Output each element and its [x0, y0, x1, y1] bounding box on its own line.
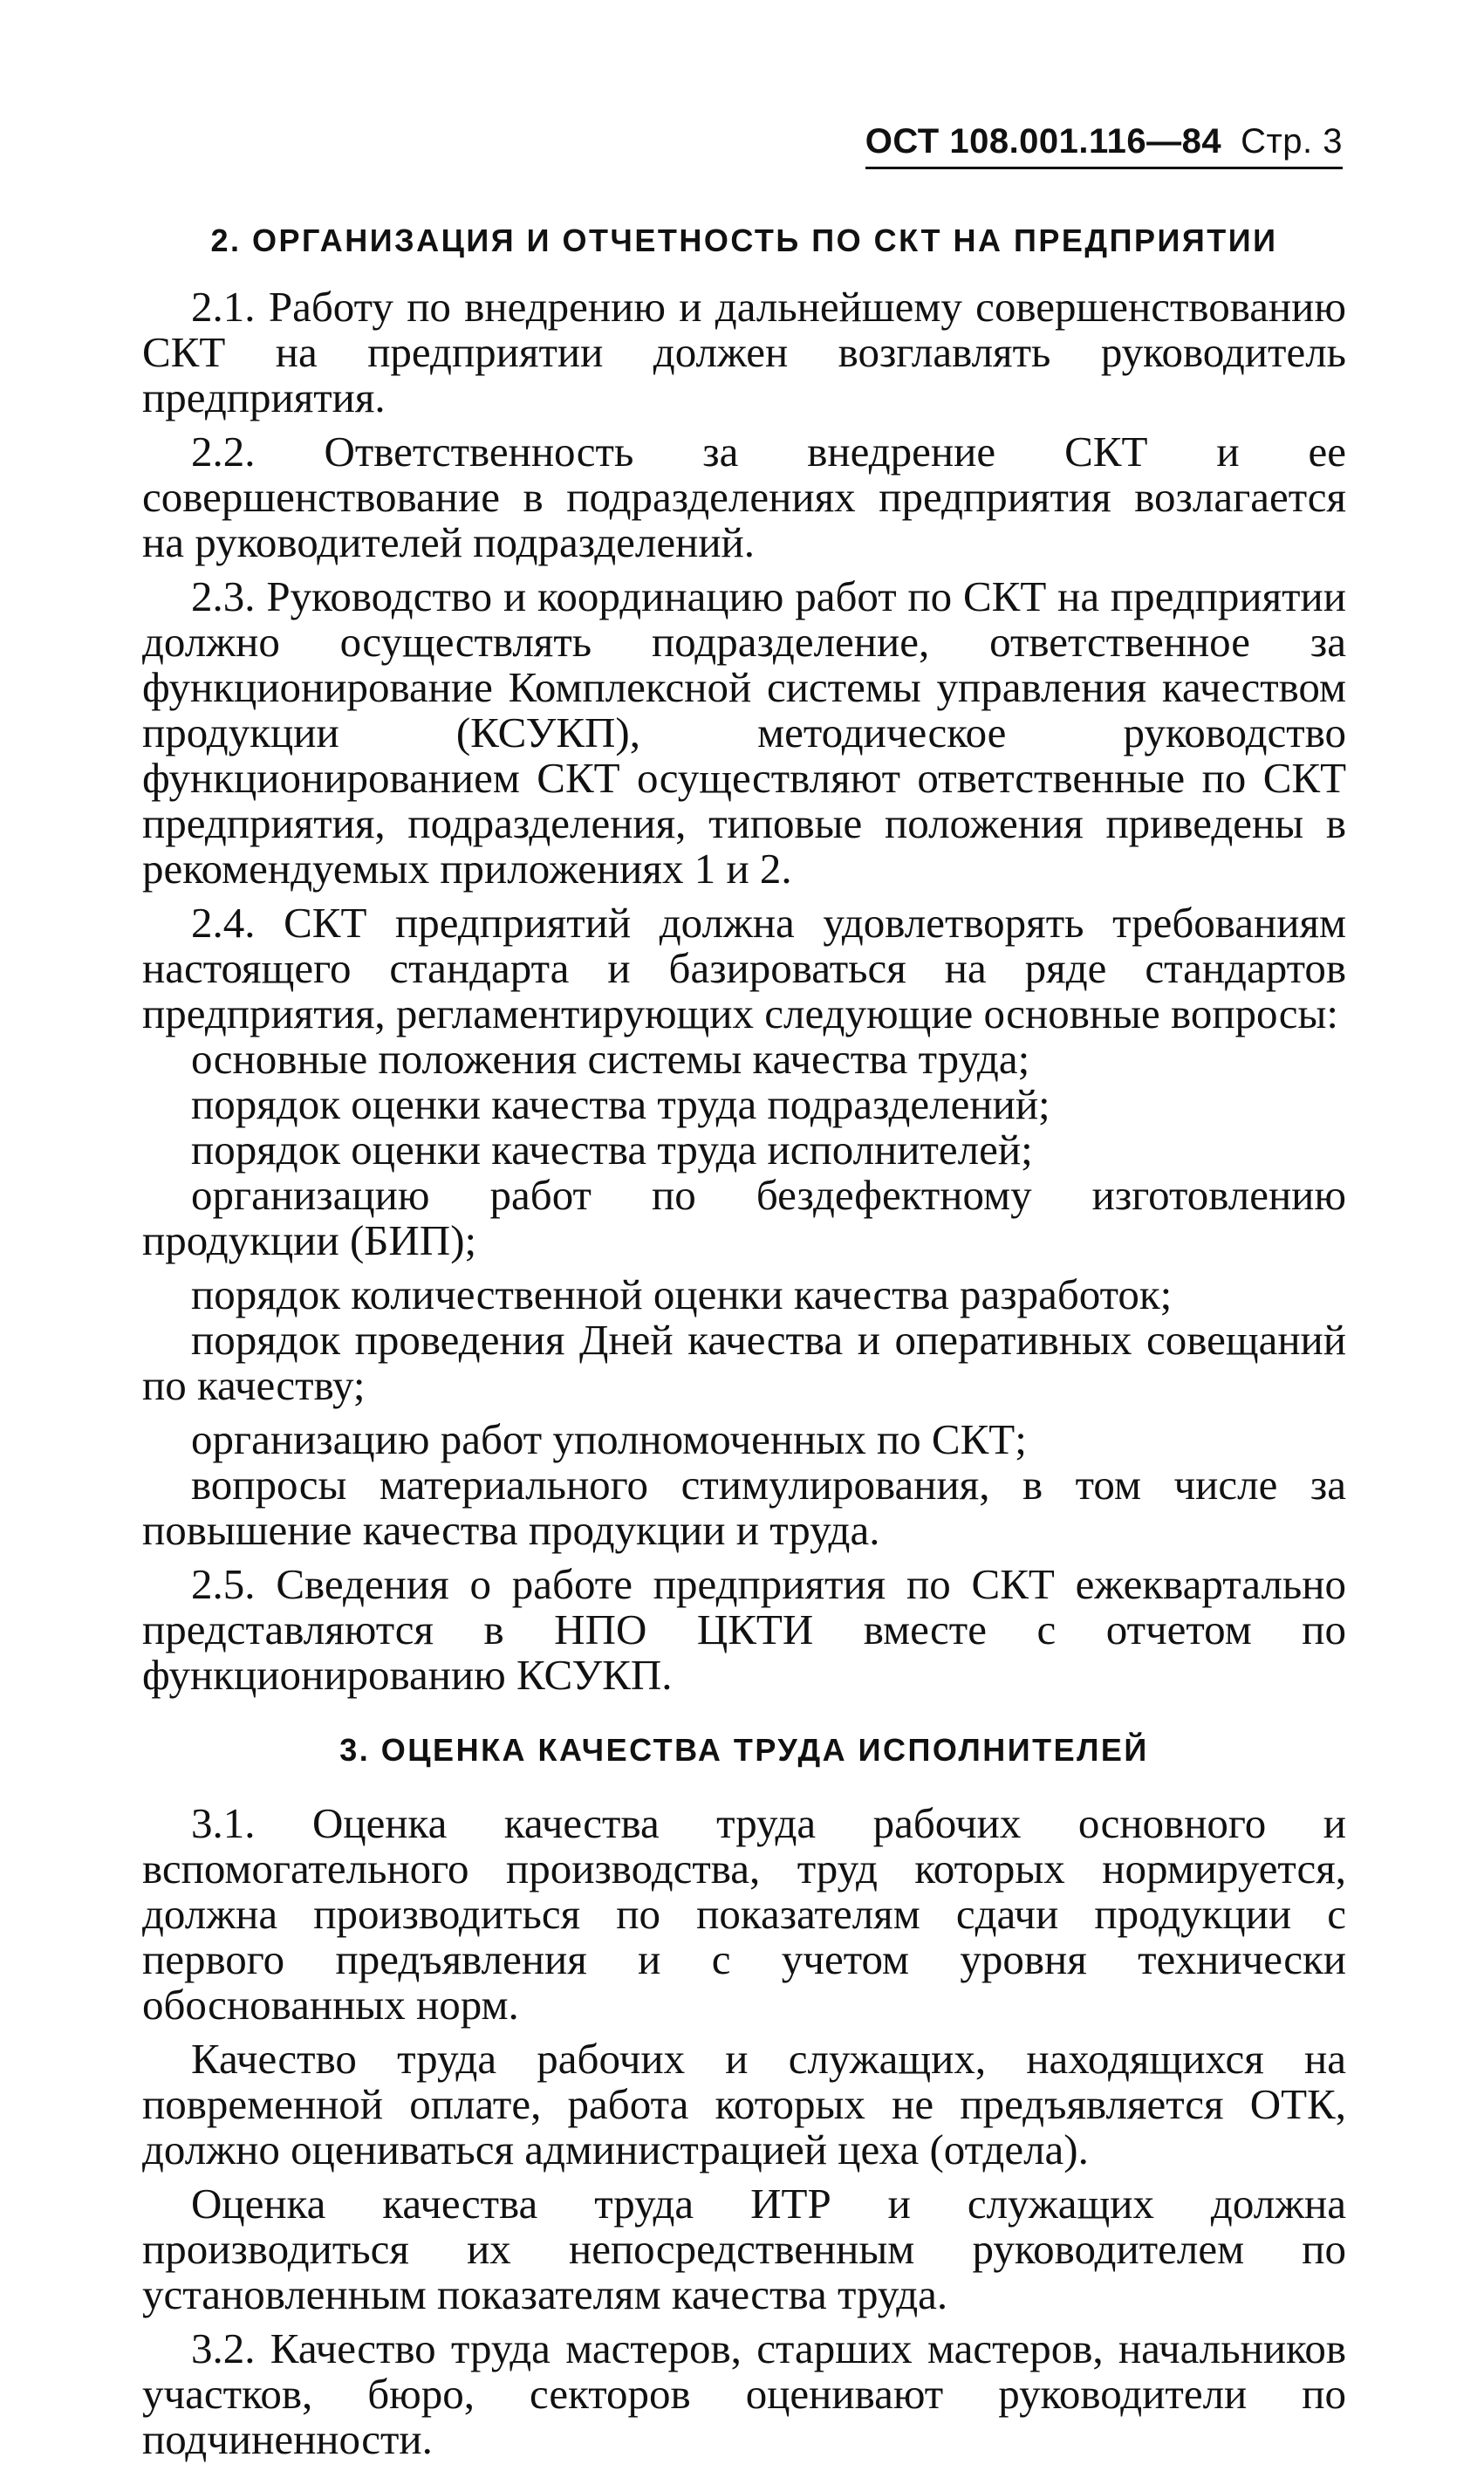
list-item: организацию работ по бездефектному изготовлению продукции (БИП);: [142, 1171, 1346, 1264]
standard-code: ОСТ 108.001.116—84: [865, 122, 1222, 161]
paragraph-2-4: 2.4. СКТ предприятий должна удовлетворять требованиям настоящего стандарта и базироваться на ряде стандартов предприятия, регламентирующих следующие основные вопросы:: [142, 899, 1346, 1037]
list-item: порядок оценки качества труда подразделений;: [191, 1080, 1050, 1128]
list-item: порядок оценки качества труда исполнителей;: [191, 1126, 1033, 1174]
list-item: основные положения системы качества труда;: [191, 1035, 1030, 1083]
list-item: порядок количественной оценки качества разработок;: [191, 1270, 1173, 1318]
paragraph-3-1-workers: Качество труда рабочих и служащих, находящихся на повременной оплате, работа которых не предъявляется ОТК, должно оцениваться администрацией цеха (отдела).: [142, 2035, 1346, 2173]
list-item: организацию работ уполномоченных по СКТ;: [191, 1415, 1027, 1463]
page-header: [865, 122, 1343, 169]
section-2-title: 2. ОРГАНИЗАЦИЯ И ОТЧЕТНОСТЬ ПО СКТ НА ПРЕДПРИЯТИИ: [210, 222, 1278, 258]
page-number: Стр. 3: [1241, 122, 1343, 161]
list-item: порядок проведения Дней качества и оперативных совещаний по качеству;: [142, 1316, 1346, 1409]
paragraph-3-1: 3.1. Оценка качества труда рабочих основного и вспомогательного производства, труд которых нормируется, должна производиться по показателям сдачи продукции с первого предъявления и с учетом уровня технически обоснованных норм.: [142, 1799, 1346, 2029]
document-body: [142, 220, 1346, 2471]
list-item: вопросы материального стимулирования, в том числе за повышение качества продукции и труда.: [142, 1461, 1346, 1554]
paragraph-3-2: 3.2. Качество труда мастеров, старших мастеров, начальников участков, бюро, секторов оценивают руководители по подчиненности.: [142, 2324, 1346, 2463]
paragraph-2-1: 2.1. Работу по внедрению и дальнейшему совершенствованию СКТ на предприятии должен возглавлять руководитель предприятия.: [142, 283, 1346, 421]
paragraph-2-2: 2.2. Ответственность за внедрение СКТ и ее совершенствование в подразделениях предприятия возлагается на руководителей подразделений.: [142, 428, 1346, 566]
section-3-title: 3. ОЦЕНКА КАЧЕСТВА ТРУДА ИСПОЛНИТЕЛЕЙ: [339, 1732, 1149, 1768]
paragraph-3-1-itr: Оценка качества труда ИТР и служащих должна производиться их непосредственным руководителем по установленным показателям качества труда.: [142, 2180, 1346, 2318]
paragraph-2-5: 2.5. Сведения о работе предприятия по СКТ ежеквартально представляются в НПО ЦКТИ вместе с отчетом по функционированию КСУКП.: [142, 1560, 1346, 1699]
paragraph-2-3: 2.3. Руководство и координацию работ по СКТ на предприятии должно осуществлять подразделение, ответственное за функционирование Комплексной системы управления качеством продукции (КСУКП), методическое руководство функционированием СКТ осуществляют ответственные по СКТ предприятия, подразделения, типовые положения приведены в рекомендуемых приложениях 1 и 2.: [142, 572, 1346, 893]
